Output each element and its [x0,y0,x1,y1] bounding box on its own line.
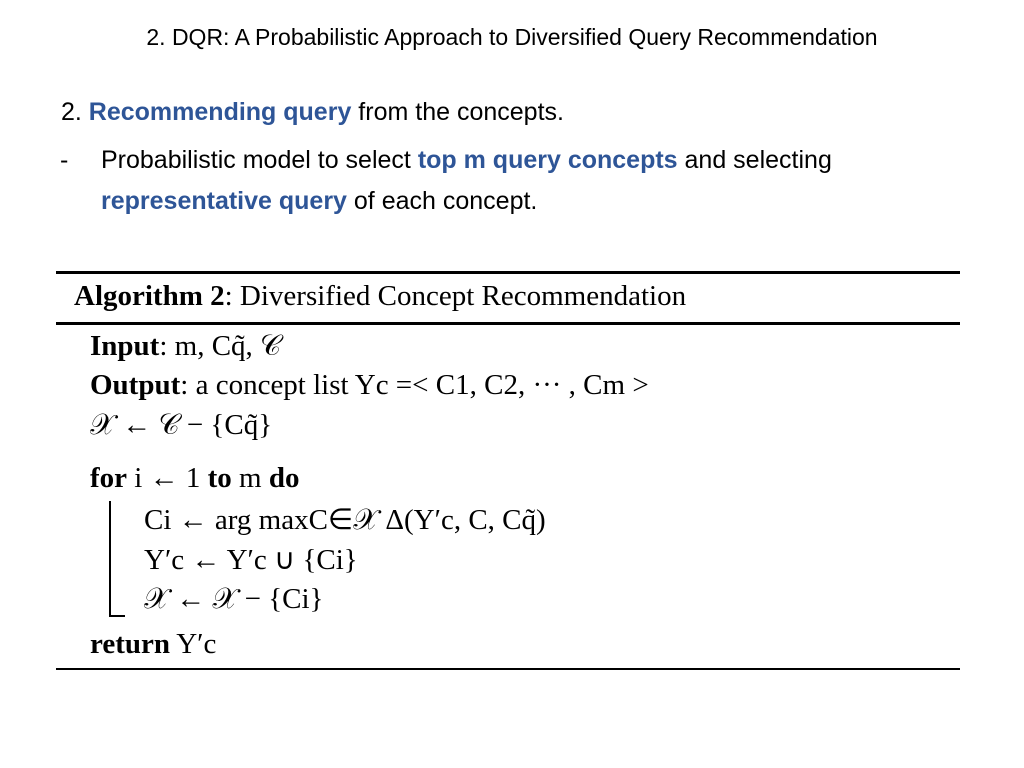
loop-line-1: Ci ← arg maxC∈𝒳 Δ(Y′c, C, Cq̃) [144,504,546,536]
algorithm-name: : Diversified Concept Recommendation [224,280,687,312]
input-value: : m, Cq̃, 𝒞 [159,330,282,362]
output-line [90,368,649,402]
algorithm-label: Algorithm 2 [74,280,225,312]
bullet-recommending-query [61,92,564,133]
algorithm-title [74,279,686,313]
for-range: i ← 1 [127,462,208,494]
output-value: : a concept list Yc =< C1, C2, ··· , Cm > [180,369,649,401]
output-label: Output [90,369,181,401]
bullet-text [101,140,921,222]
input-label: Input [90,330,160,362]
slide-title: 2. DQR: A Probabilistic Approach to Diversified Query Recommendation [146,24,878,50]
do-keyword: do [268,462,300,494]
bullet-rest: from the concepts. [351,98,564,126]
return-value: Y′c [176,628,217,660]
for-limit: m [231,462,269,494]
for-line [90,461,299,495]
bullet-prefix: 2. [61,98,89,126]
for-keyword: for [90,462,128,494]
text-segment: Probabilistic model to select [101,146,418,174]
highlight-recommending-query: Recommending query [88,98,352,126]
bullet-dash: - [60,146,69,174]
text-segment: and selecting [677,146,832,174]
loop-bar [109,501,111,617]
header-rule [56,322,960,325]
return-keyword: return [90,628,171,660]
input-line [90,329,281,363]
init-line: 𝒳 ← 𝒞 − {Cq̃} [90,409,273,441]
highlight-top-m-query-concepts: top m query concepts [417,146,678,174]
text-segment: of each concept. [346,187,538,215]
loop-line-3: 𝒳 ← 𝒳 − {Ci} [144,583,324,615]
return-line [90,627,216,661]
loop-line-2: Y′c ← Y′c ∪ {Ci} [144,544,358,576]
top-rule [56,271,960,274]
highlight-representative-query: representative query [101,187,347,215]
to-keyword: to [207,462,232,494]
bottom-rule [56,668,960,670]
loop-bar-foot [109,615,125,617]
algorithm-box [56,271,960,671]
